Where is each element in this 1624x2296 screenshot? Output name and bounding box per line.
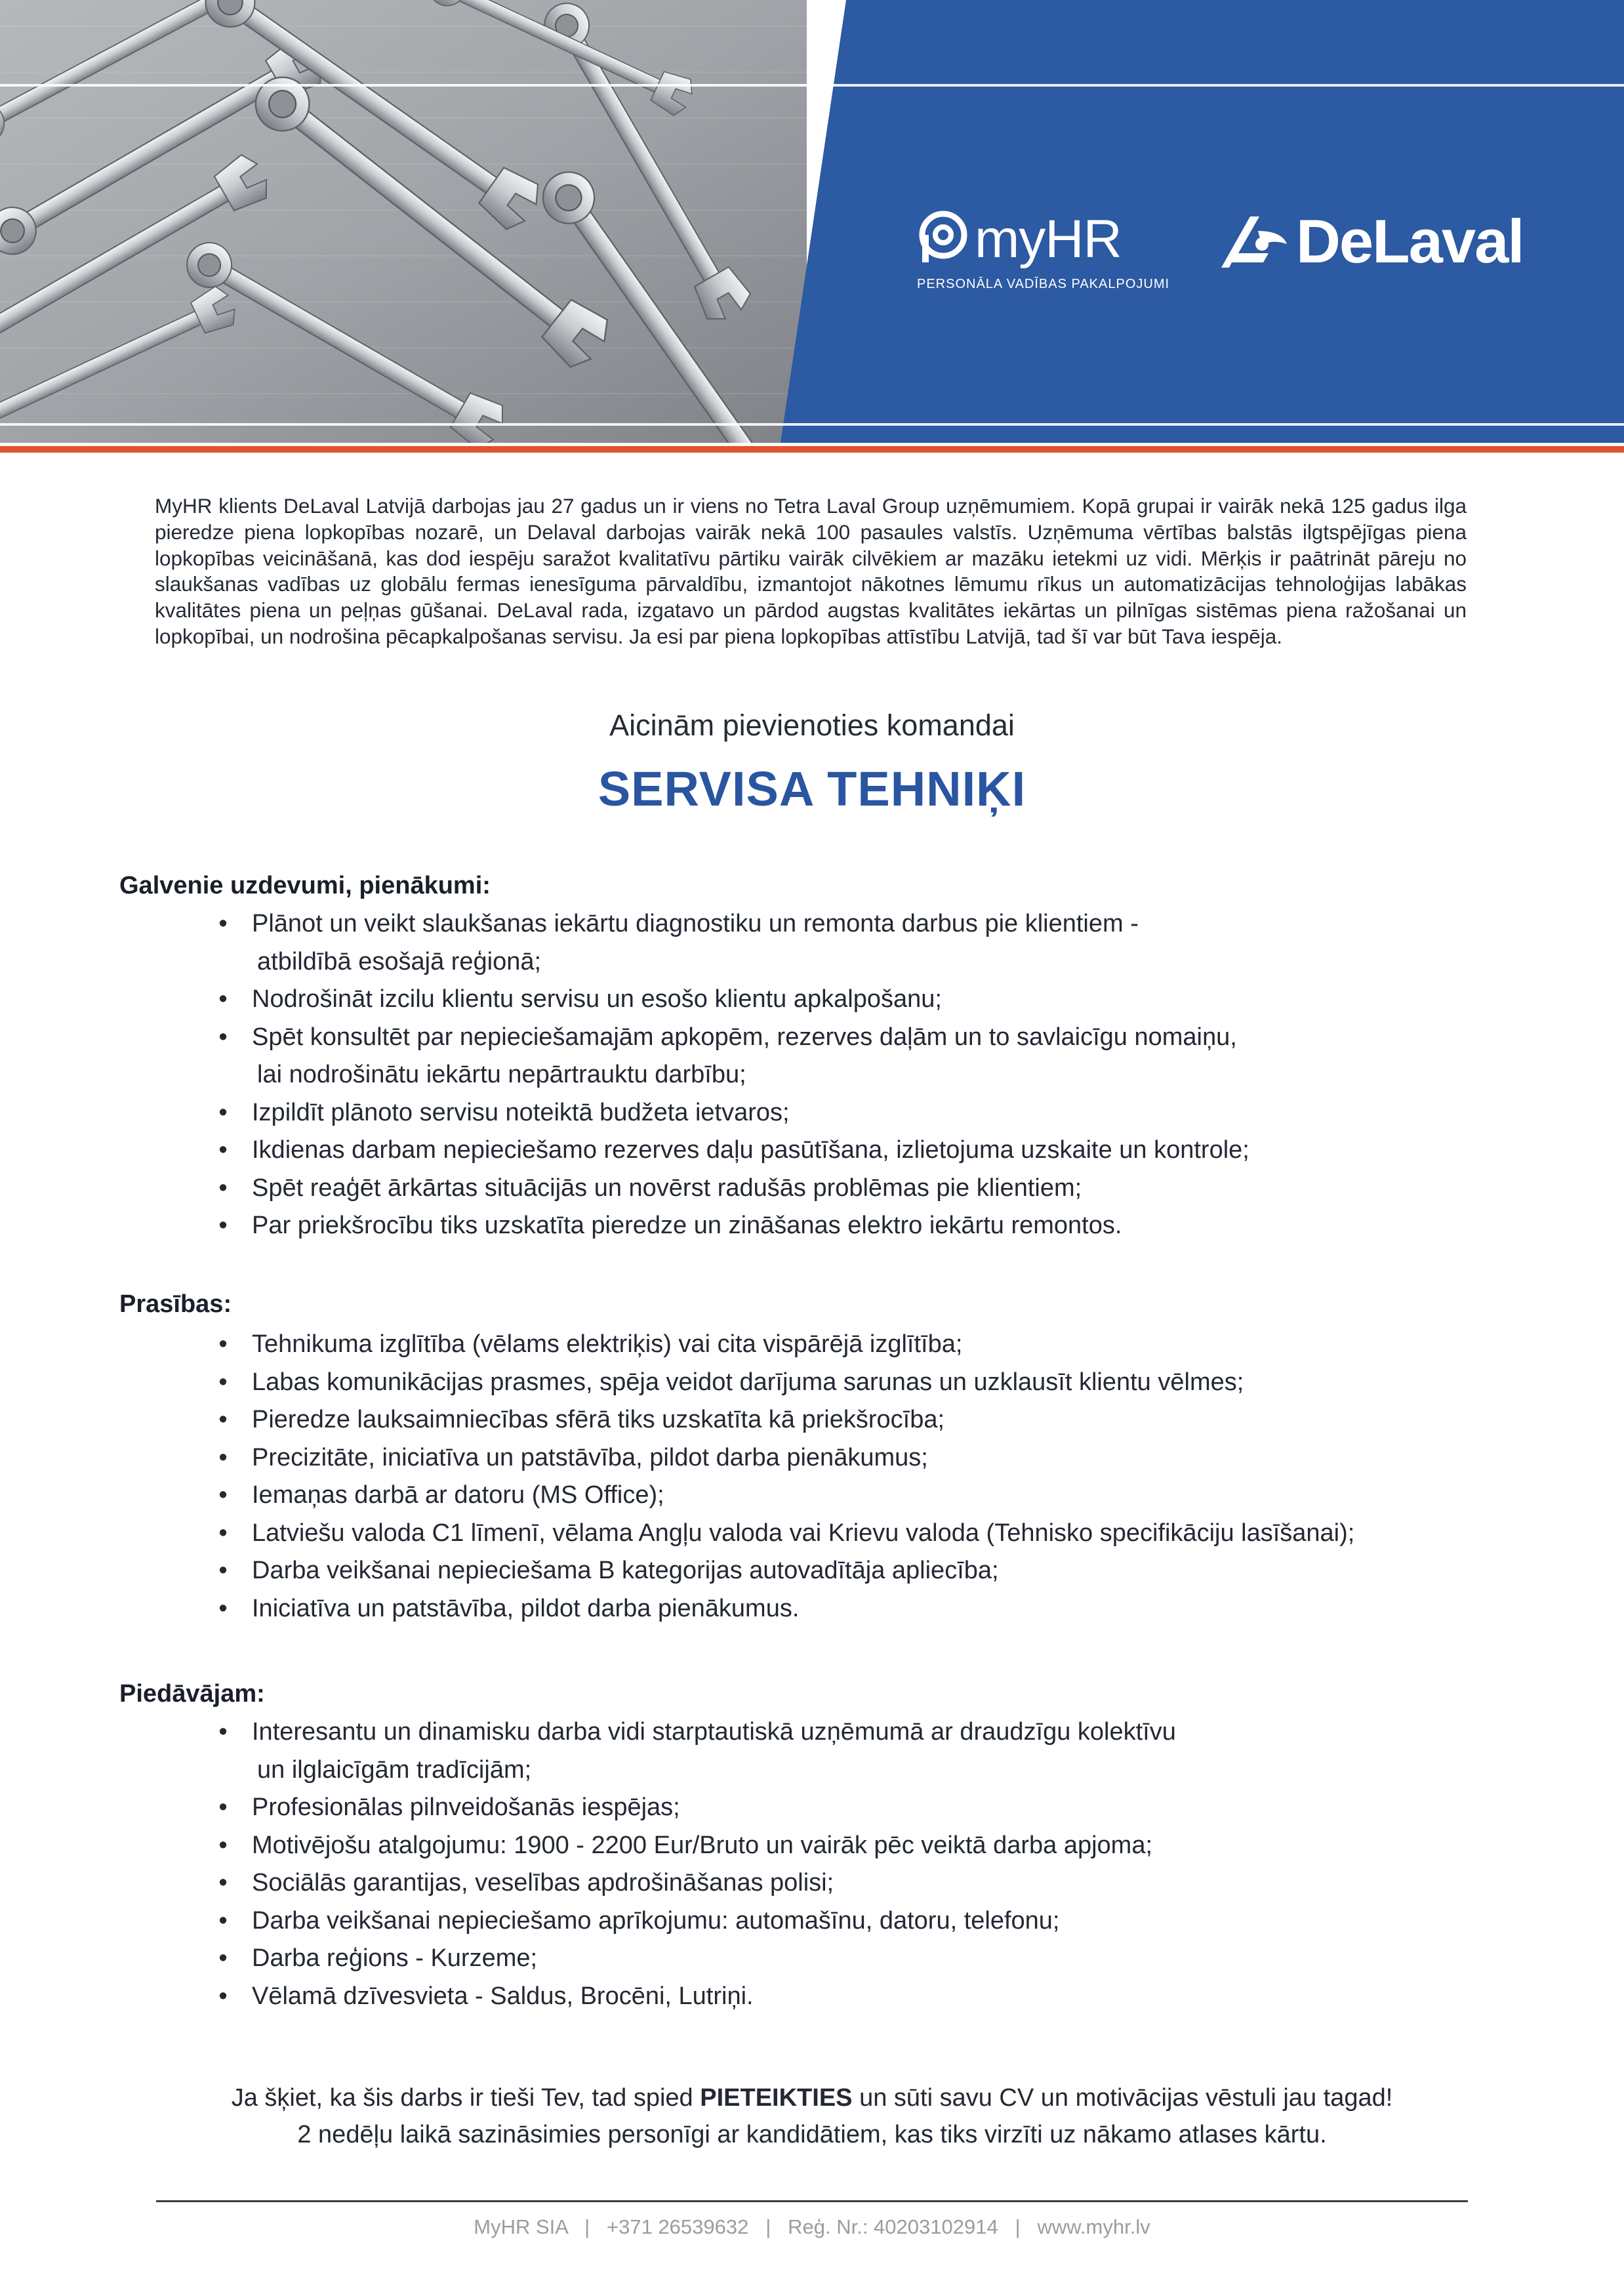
- bullet: •: [218, 1982, 228, 2010]
- list-item-text: Tehnikuma izglītība (vēlams elektriķis) vai cita vispārējā izglītība;: [252, 1330, 963, 1358]
- bullet: •: [218, 1944, 228, 1972]
- myhr-logo-name: myHR: [975, 209, 1122, 269]
- list-item-text: Motivējošu atalgojumu: 1900 - 2200 Eur/Bruto un vairāk pēc veiktā darba apjoma;: [252, 1831, 1153, 1859]
- list-item: [216, 981, 1515, 1019]
- closing-line-2: 2 nedēļu laikā sazināsimies personīgi ar kandidātiem, kas tiks virzīti uz nākamo atlases kārtu.: [297, 2121, 1327, 2148]
- list-item: [216, 1401, 1515, 1439]
- list-item-continuation: un ilglaicīgām tradīcijām;: [257, 1755, 532, 1784]
- list-item: [216, 1515, 1515, 1553]
- list-item-text: Spēt konsultēt par nepieciešamajām apkopēm, rezerves daļām un to savlaicīgu nomaiņu,: [252, 1023, 1237, 1051]
- bullet: •: [218, 1023, 228, 1051]
- delaval-logo-name: DeLaval: [1296, 207, 1524, 276]
- list-item-text: Darba veikšanai nepieciešama B kategorijas autovadītāja apliecība;: [252, 1557, 999, 1584]
- delaval-logo-icon: [1219, 211, 1289, 270]
- list-item-text: Iemaņas darbā ar datoru (MS Office);: [252, 1481, 664, 1509]
- list-item: [216, 1477, 1515, 1515]
- duties-heading: Galvenie uzdevumi, pienākumi:: [119, 872, 491, 899]
- list-item: [216, 1207, 1515, 1245]
- list-item-text: Sociālās garantijas, veselības apdrošināšanas polisi;: [252, 1869, 834, 1896]
- bullet: •: [218, 1443, 228, 1471]
- bullet: •: [218, 1557, 228, 1584]
- myhr-logo-tagline: PERSONĀLA VADĪBAS PAKALPOJUMI: [917, 277, 1170, 291]
- divider: [0, 423, 1624, 426]
- closing-text-part: un sūti savu CV un motivācijas vēstuli jau tagad!: [852, 2084, 1393, 2112]
- list-item-text: Ikdienas darbam nepieciešamo rezerves daļu pasūtīšana, izlietojuma uzskaite un kontrole;: [252, 1136, 1249, 1164]
- bullet: •: [218, 1098, 228, 1126]
- list-item-text: Plānot un veikt slaukšanas iekārtu diagnostiku un remonta darbus pie klientiem -: [252, 910, 1139, 937]
- list-item: [216, 1940, 1515, 1978]
- bullet: •: [218, 1330, 228, 1358]
- bullet: •: [218, 1869, 228, 1896]
- bullet: •: [218, 985, 228, 1013]
- list-item-text: Nodrošināt izcilu klientu servisu un esošo klientu apkalpošanu;: [252, 985, 942, 1013]
- list-item-text: Par priekšrocību tiks uzskatīta pieredze un zināšanas elektro iekārtu remontos.: [252, 1212, 1122, 1239]
- list-item-text: Darba veikšanai nepieciešamo aprīkojumu: automašīnu, datoru, telefonu;: [252, 1906, 1060, 1935]
- wrenches-photo: [0, 0, 807, 443]
- footer-separator: |: [1015, 2215, 1021, 2238]
- list-item-text: Precizitāte, iniciatīva un patstāvība, pildot darba pienākumus;: [252, 1443, 928, 1471]
- list-item-text: Interesantu un dinamisku darba vidi starptautiskā uzņēmumā ar draudzīgu kolektīvu: [252, 1718, 1176, 1746]
- list-item-continuation: lai nodrošinātu iekārtu nepārtrauktu darbību;: [257, 1061, 746, 1088]
- bullet: •: [218, 1481, 228, 1509]
- list-item-text: Labas komunikācijas prasmes, spēja veidot darījuma sarunas un uzklausīt klientu vēlmes;: [252, 1368, 1244, 1396]
- job-title: SERVISA TEHNIĶI: [598, 762, 1026, 816]
- myhr-logo: [917, 209, 1170, 294]
- list-item-text: Vēlamā dzīvesvieta - Saldus, Brocēni, Lutriņi.: [252, 1982, 754, 2010]
- invite-text: Aicinām pievienoties komandai: [609, 708, 1015, 742]
- list-item: [216, 1132, 1515, 1170]
- bullet: •: [218, 1174, 228, 1202]
- list-item-text: Spēt reaģēt ārkārtas situācijās un novērst radušās problēmas pie klientiem;: [252, 1174, 1082, 1202]
- myhr-logo-icon: [917, 209, 972, 264]
- list-item: [216, 1864, 1515, 1902]
- list-item: [216, 1364, 1515, 1402]
- list-item: [216, 1439, 1515, 1477]
- list-item-text: Iniciatīva un patstāvība, pildot darba pienākumus.: [252, 1594, 800, 1622]
- footer-website[interactable]: www.myhr.lv: [1037, 2215, 1150, 2238]
- duties-list: [216, 905, 1515, 1245]
- intro-paragraph: MyHR klients DeLaval Latvijā darbojas jau 27 gadus un ir viens no Tetra Laval Group uzņēmumiem. Kopā grupai ir vairāk nekā 125 gadus ilga pieredze piena lopkopības nozarē, un Delaval darbojas vairāk nekā 100 pasaules valstīs. Uzņēmuma vērtības balstās ilgtspējīgas piena lopkopības veicināšanā, kas dod iespēju saražot kvalitatīvu pārtiku vairāk cilvēkiem ar mazāku ietekmi uz vidi. Mērķis ir paātrināt pāreju no slaukšanas vadības uz globālu fermas ienesīguma pārvaldību, izmantojot nākotnes lēmumu rīkus un automatizācijas tehnoloģijas labākas kvalitātes piena un peļņas gūšanai. DeLaval rada, izgatavo un pārdod augstas kvalitātes iekārtas un pilnīgas sistēmas piena ražošanai un lopkopībai, un nodrošina pēcapkalpošanas servisu. Ja esi par piena lopkopības attīstību Latvijā, tad šī var būt Tava iespēja.: [155, 494, 1467, 648]
- bullet: •: [218, 1368, 228, 1396]
- footer-company: MyHR SIA: [474, 2215, 568, 2238]
- offer-list: [216, 1713, 1515, 2015]
- bullet: •: [218, 1212, 228, 1239]
- accent-divider: [0, 446, 1624, 453]
- footer-separator: |: [765, 2215, 771, 2238]
- footer-divider: [156, 2200, 1468, 2202]
- requirements-heading: Prasības:: [119, 1290, 232, 1318]
- divider: [0, 84, 1624, 87]
- list-item-text: Latviešu valoda C1 līmenī, vēlama Angļu valoda vai Krievu valoda (Tehnisko specifikāciju lasīšanai);: [252, 1519, 1355, 1547]
- list-item-text: Izpildīt plānoto servisu noteiktā budžeta ietvaros;: [252, 1098, 790, 1126]
- list-item: [216, 1713, 1515, 1789]
- footer-registration: Reģ. Nr.: 40203102914: [788, 2215, 998, 2238]
- bullet: •: [218, 1794, 228, 1821]
- bullet: •: [218, 1406, 228, 1433]
- list-item: [216, 1789, 1515, 1827]
- footer-phone: +371 26539632: [607, 2215, 749, 2238]
- bullet: •: [218, 1718, 228, 1746]
- delaval-logo: [1219, 209, 1533, 274]
- bullet: •: [218, 1906, 228, 1935]
- list-item: [216, 1552, 1515, 1590]
- wrenches-illustration: [0, 0, 807, 443]
- list-item: [216, 1902, 1515, 1940]
- bullet: •: [218, 1136, 228, 1164]
- list-item-text: Profesionālas pilnveidošanās iespējas;: [252, 1794, 680, 1821]
- list-item: [216, 1590, 1515, 1628]
- bullet: •: [218, 1594, 228, 1622]
- offer-heading: Piedāvājam:: [119, 1680, 265, 1708]
- list-item: [216, 905, 1515, 981]
- list-item: [216, 1978, 1515, 2016]
- list-item: [216, 1827, 1515, 1865]
- footer-separator: |: [584, 2215, 590, 2238]
- list-item: [216, 1019, 1515, 1094]
- requirements-list: [216, 1326, 1515, 1628]
- apply-keyword: PIETEIKTIES: [700, 2084, 853, 2112]
- bullet: •: [218, 1831, 228, 1859]
- bullet: •: [218, 1519, 228, 1547]
- closing-text-part: Ja šķiet, ka šis darbs ir tieši Tev, tad spied: [231, 2084, 700, 2112]
- list-item: [216, 1326, 1515, 1364]
- list-item-text: Pieredze lauksaimniecības sfērā tiks uzskatīta kā priekšrocība;: [252, 1406, 945, 1433]
- closing-line-1: [0, 2080, 1624, 2116]
- closing-text: [0, 2080, 1624, 2153]
- list-item: [216, 1170, 1515, 1208]
- list-item-text: Darba reģions - Kurzeme;: [252, 1944, 538, 1972]
- footer: [0, 2212, 1624, 2242]
- list-item: [216, 1094, 1515, 1132]
- bullet: •: [218, 910, 228, 937]
- list-item-continuation: atbildībā esošajā reģionā;: [257, 947, 542, 975]
